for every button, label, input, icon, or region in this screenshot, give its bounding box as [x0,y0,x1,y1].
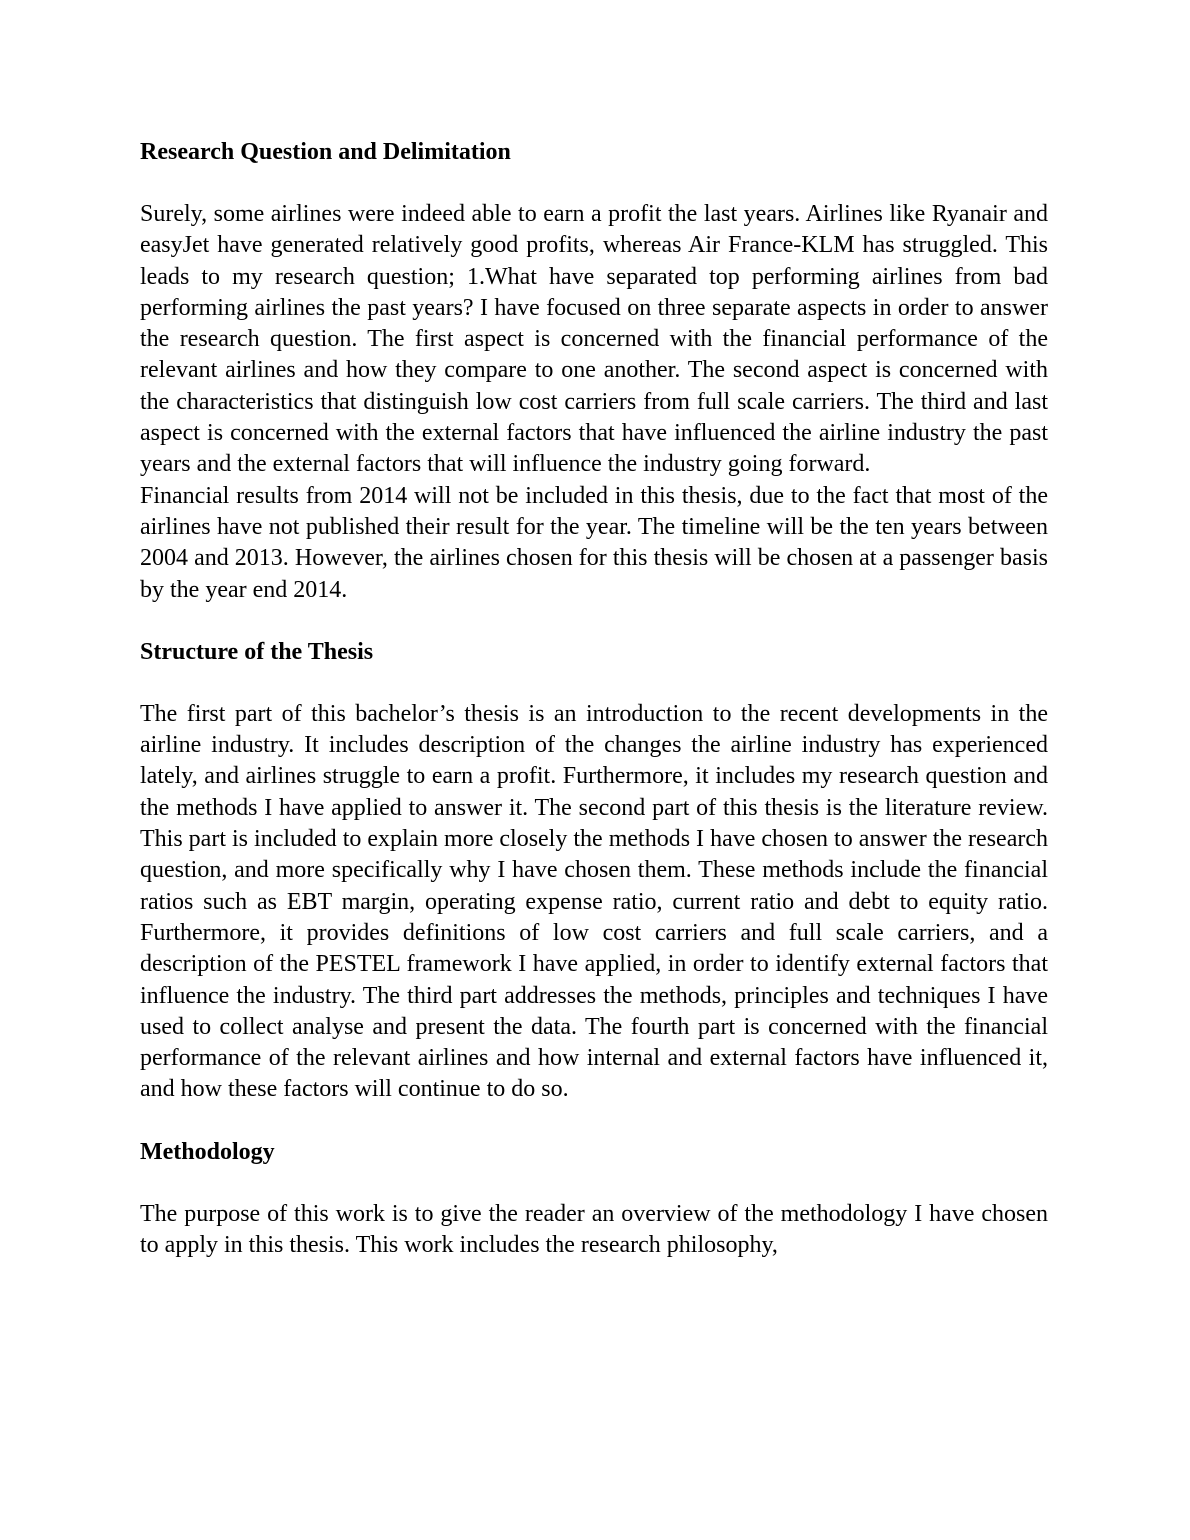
paragraph-research-question-1: Surely, some airlines were indeed able to earn a profit the last years. Airlines like Ryanair and easyJet have generated relatively good profits, whereas Air France-KLM has struggled. This leads to my research question; 1.What have separated top performing airlines from bad performing airlines the past years? I have focused on three separate aspects in order to answer the research question. The first aspect is concerned with the financial performance of the relevant airlines and how they compare to one another. The second aspect is concerned with the characteristics that distinguish low cost carriers from full scale carriers. The third and last aspect is concerned with the external factors that have influenced the airline industry the past years and the external factors that will influence the industry going forward. [140,201,1048,478]
paragraph-research-question-2: Financial results from 2014 will not be included in this thesis, due to the fact that most of the airlines have not published their result for the year. The timeline will be the ten years between 2004 and 2013. However, the airlines chosen for this thesis will be chosen at a passenger basis by the year end 2014. [140,482,1048,603]
heading-structure-of-thesis: Structure of the Thesis [140,638,374,665]
spacer [140,1168,1048,1199]
paragraph-methodology: The purpose of this work is to give the reader an overview of the methodology I have chosen to apply in this thesis. This work includes the research philosophy, [140,1200,1048,1259]
heading-research-question: Research Question and Delimitation [140,139,511,165]
spacer [140,1106,1048,1137]
heading-methodology: Methodology [140,1138,275,1165]
spacer [140,168,1048,199]
spacer [140,668,1048,699]
document-page [140,137,1048,1261]
paragraph-structure-of-thesis: The first part of this bachelor’s thesis is an introduction to the recent developments in the airline industry. It includes description of the changes the airline industry has experienced lately, and airlines struggle to earn a profit. Furthermore, it includes my research question and the methods I have applied to answer it. The second part of this thesis is the literature review. This part is included to explain more closely the methods I have chosen to answer the research question, and more specifically why I have chosen them. These methods include the financial ratios such as EBT margin, operating expense ratio, current ratio and debt to equity ratio. Furthermore, it provides definitions of low cost carriers and full scale carriers, and a description of the PESTEL framework I have applied, in order to identify external factors that influence the industry. The third part addresses the methods, principles and techniques I have used to collect analyse and present the data. The fourth part is concerned with the financial performance of the relevant airlines and how internal and external factors have influenced it, and how these factors will continue to do so. [140,700,1048,1103]
spacer [140,606,1048,637]
